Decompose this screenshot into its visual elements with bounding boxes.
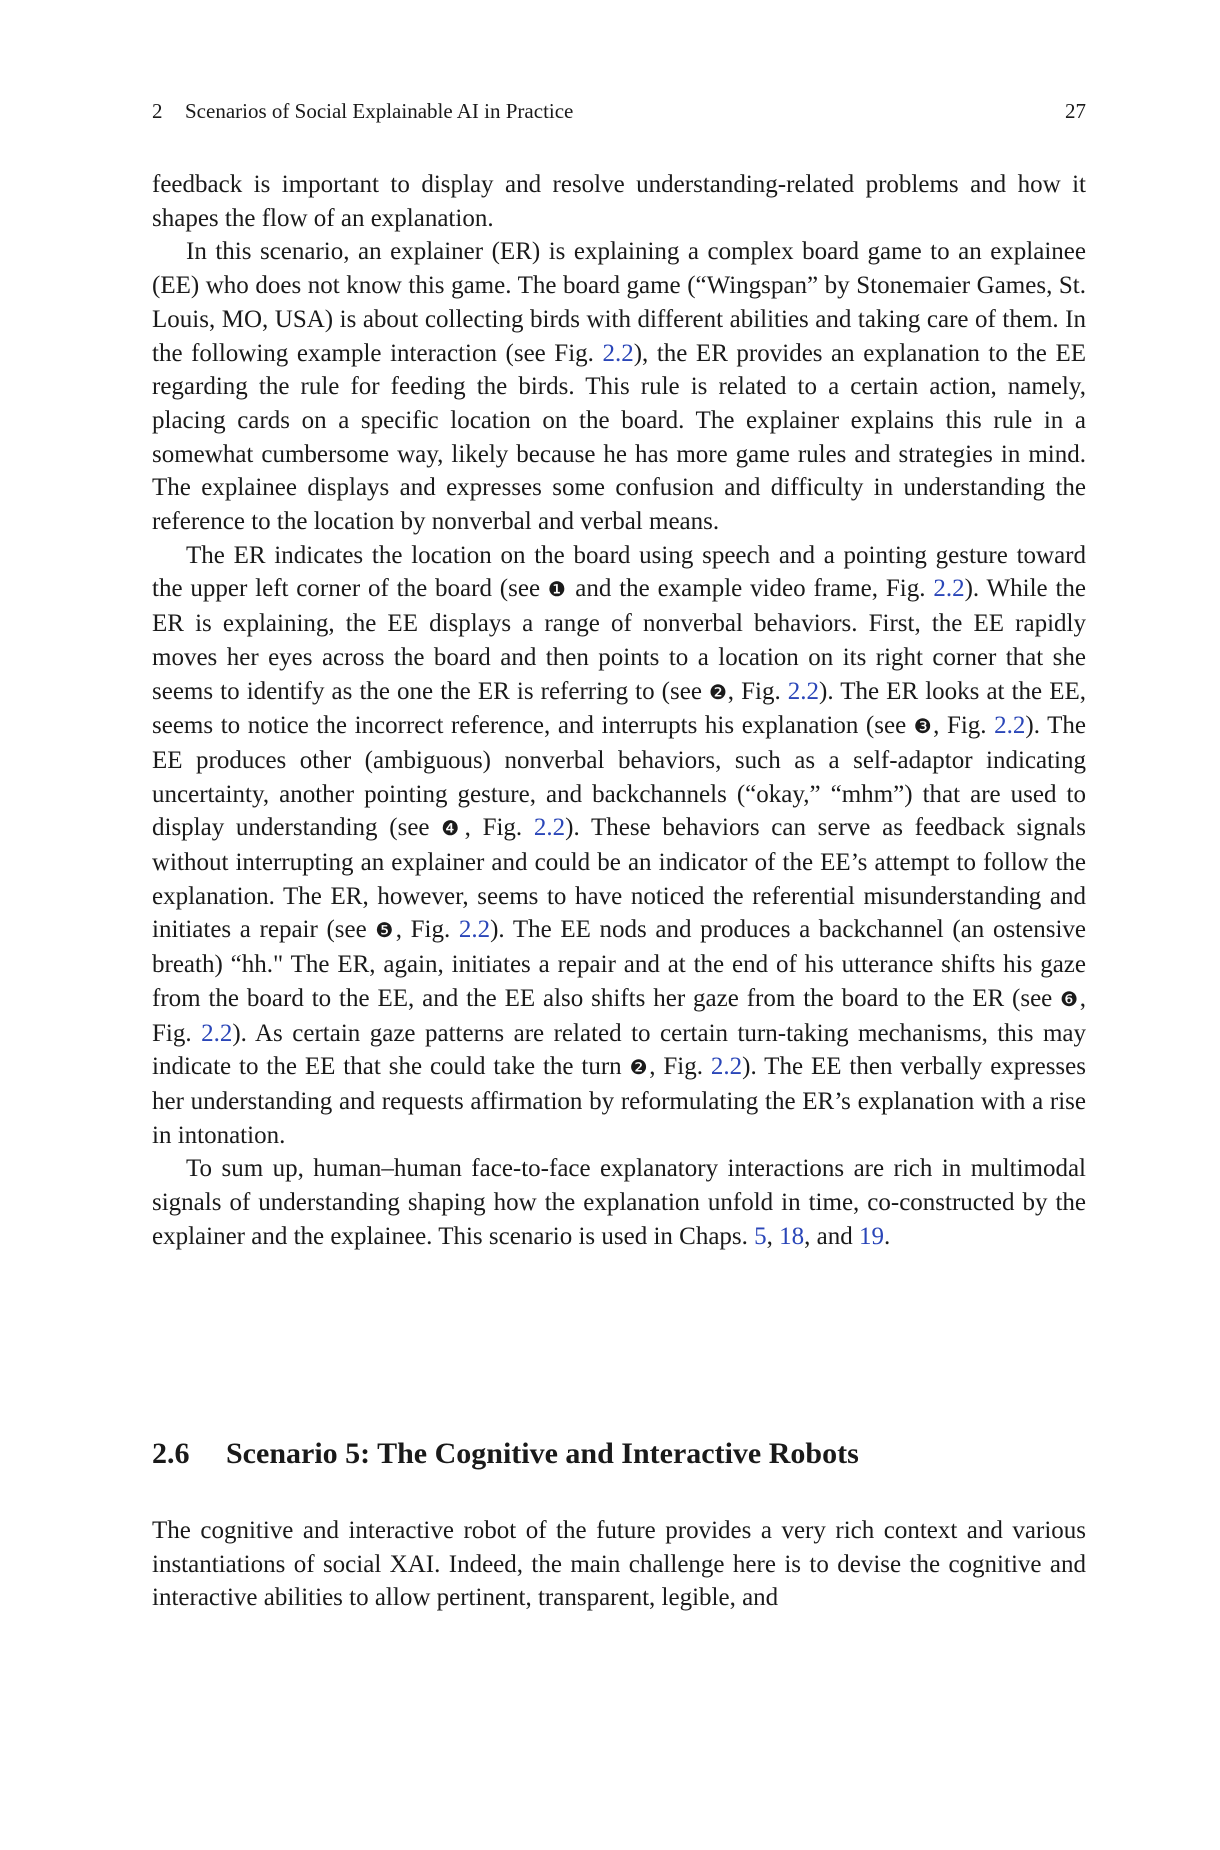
figure-ref-link[interactable]: 2.2 <box>201 1019 233 1047</box>
figure-ref-link[interactable]: 2.2 <box>994 712 1026 740</box>
callout-marker: ❶ <box>547 577 568 602</box>
section-heading <box>152 1434 1086 1474</box>
paragraph-2 <box>152 235 1086 538</box>
paragraph-text: . <box>884 1222 891 1250</box>
paragraph-text: , Fig. <box>152 984 1086 1047</box>
body-text <box>152 168 1086 1254</box>
paragraph-text: ). The ER looks at the EE, seems to notice the incorrect reference, and interrupts his explanation (see <box>152 677 1086 740</box>
paragraph-3 <box>152 539 1086 1153</box>
paragraph-text: , Fig. <box>649 1053 711 1081</box>
paragraph-text: In this scenario, an explainer (ER) is explaining a complex board game to an explainee (EE) who does not know this game. The board game (“Wingspan” by Stonemaier Games, St. Louis, MO, USA) is about collecting birds with different abilities and taking care of them. In the following example interaction (see Fig. <box>152 238 1086 367</box>
paragraph-text: To sum up, human–human face-to-face explanatory interactions are rich in multimodal signals of understanding shaping how the explanation unfold in time, co-constructed by the explainer and the explainee. This scenario is used in Chaps. <box>152 1155 1086 1250</box>
page-number: 27 <box>1065 99 1086 123</box>
paragraph-4 <box>152 1152 1086 1253</box>
callout-marker: ❺ <box>375 918 396 943</box>
figure-ref-link[interactable]: 2.2 <box>533 814 566 842</box>
section-body <box>152 1514 1086 1615</box>
paragraph-text: ). As certain gaze patterns are related to certain turn-taking mechanisms, this may indicate to the EE that she could take the turn <box>152 1019 1086 1081</box>
paragraph-text: ). The EE produces other (ambiguous) nonverbal behaviors, such as a self-adaptor indicating uncertainty, another pointing gesture, and backchannels (“okay,” “mhm”) that are used to display understanding (see <box>152 712 1086 842</box>
chapter-ref-link[interactable]: 18 <box>779 1222 805 1250</box>
running-head <box>152 97 1086 125</box>
callout-marker: ❻ <box>1060 986 1080 1011</box>
figure-ref-link[interactable]: 2.2 <box>787 677 820 705</box>
paragraph-text: feedback is important to display and resolve understanding-related problems and how it shapes the flow of an explanation. <box>152 171 1086 232</box>
section-title: Scenario 5: The Cognitive and Interactive Robots <box>226 1437 859 1470</box>
figure-ref-link[interactable]: 2.2 <box>458 916 491 944</box>
callout-marker: ❸ <box>913 714 934 739</box>
chapter-number: 2 <box>152 99 163 123</box>
paragraph-text: ). The EE then verbally expresses her understanding and requests affirmation by reformulating the ER’s explanation with a rise in intonation. <box>152 1053 1086 1149</box>
figure-ref-link[interactable]: 2.2 <box>710 1053 743 1081</box>
paragraph-text: , Fig. <box>395 916 459 944</box>
section-paragraph: The cognitive and interactive robot of the future provides a very rich context and various instantiations of social XAI. Indeed, the main challenge here is to devise the cognitive and interactive abilities to allow pertinent, transparent, legible, and <box>152 1517 1086 1612</box>
paragraph-text: and the example video frame, Fig. <box>567 575 934 603</box>
paragraph-text: The ER indicates the location on the board using speech and a pointing gesture toward the upper left corner of the board (see <box>152 541 1086 603</box>
paragraph-text: , Fig. <box>727 677 788 705</box>
chapter-title: Scenarios of Social Explainable AI in Practice <box>185 99 574 123</box>
callout-marker: ❷ <box>629 1055 650 1080</box>
chapter-ref-link[interactable]: 19 <box>859 1222 885 1250</box>
paragraph-text: ). These behaviors can serve as feedback signals without interrupting an explainer and could be an indicator of the EE’s attempt to follow the explanation. The ER, however, seems to have noticed the referential misunderstanding and initiates a repair (see <box>152 814 1086 944</box>
paragraph-text: , <box>766 1222 780 1250</box>
paragraph-text: , and <box>804 1222 860 1250</box>
paragraph-text: ). The EE nods and produces a backchannel (an ostensive breath) “hh." The ER, again, initiates a repair and at the end of his utterance shifts his gaze from the board to the EE, and the EE also shifts her gaze from the board to the ER (see <box>152 916 1086 1012</box>
callout-marker: ❷ <box>709 679 728 704</box>
paragraph-text: ), the ER provides an explanation to the EE regarding the rule for feeding the birds. This rule is related to a certain action, namely, placing cards on a specific location on the board. The explainer explains this rule in a somewhat cumbersome way, likely because he has more game rules and strategies in mind. The explainee displays and expresses some confusion and difficulty in understanding the reference to the location by nonverbal and verbal means. <box>152 339 1086 536</box>
section-number: 2.6 <box>152 1437 190 1470</box>
figure-ref-link[interactable]: 2.2 <box>933 575 965 603</box>
paragraph-text: , Fig. <box>464 814 534 842</box>
paragraph-text: ). While the ER is explaining, the EE displays a range of nonverbal behaviors. First, the EE rapidly moves her eyes across the board and then points to a location on its right corner that she seems to identify as the one the ER is referring to (see <box>152 575 1087 705</box>
chapter-ref-link[interactable]: 5 <box>754 1222 767 1250</box>
paragraph-1 <box>152 168 1086 235</box>
figure-ref-link[interactable]: 2.2 <box>602 339 634 367</box>
paragraph-text: , Fig. <box>933 712 995 740</box>
callout-marker: ❹ <box>441 816 465 841</box>
